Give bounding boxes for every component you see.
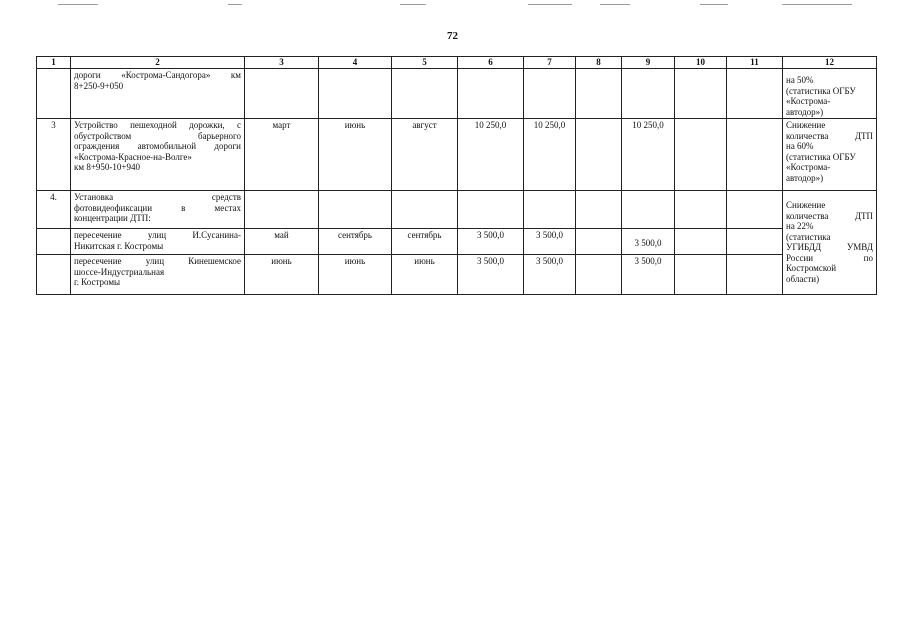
table-cell bbox=[675, 119, 727, 191]
table-cell bbox=[524, 69, 576, 119]
result-line: на 22% bbox=[786, 221, 814, 231]
description-cell bbox=[71, 69, 245, 119]
header-cell: 2 bbox=[71, 57, 245, 69]
start-month-cell: июнь bbox=[245, 255, 319, 295]
table-cell bbox=[576, 119, 622, 191]
table-row bbox=[37, 191, 877, 229]
table-cell bbox=[576, 191, 622, 229]
amount-cell: 3 500,0 bbox=[622, 255, 675, 295]
description-line: 8+250-9+050 bbox=[74, 80, 124, 91]
table-cell bbox=[727, 119, 783, 191]
result-line: (статистика bbox=[786, 231, 831, 242]
table-cell bbox=[576, 69, 622, 119]
description-line: Установка средств bbox=[74, 192, 241, 202]
row-number-cell bbox=[37, 69, 71, 119]
amount-cell: 3 500,0 bbox=[458, 255, 524, 295]
description-line: шоссе-Индустриальная bbox=[74, 266, 165, 277]
description-line: «Кострома-Красное-на-Волге» bbox=[74, 151, 192, 162]
header-cell: 1 bbox=[37, 57, 71, 69]
header-cell: 12 bbox=[783, 57, 877, 69]
amount-cell: 3 500,0 bbox=[622, 229, 675, 255]
description-line: пересечение улиц И.Сусанина- bbox=[74, 230, 241, 240]
month-cell: июнь bbox=[319, 119, 392, 191]
scan-mark bbox=[228, 4, 242, 5]
table-cell bbox=[622, 69, 675, 119]
result-line: автодор») bbox=[786, 106, 824, 117]
header-cell: 9 bbox=[622, 57, 675, 69]
amount-cell: 10 250,0 bbox=[458, 119, 524, 191]
table-cell bbox=[245, 191, 319, 229]
start-month-cell: март bbox=[245, 119, 319, 191]
table-cell bbox=[392, 69, 458, 119]
header-cell: 10 bbox=[675, 57, 727, 69]
description-line: Устройство пешеходной дорожки, с bbox=[74, 120, 241, 130]
scan-mark bbox=[782, 4, 852, 5]
end-month-cell: июнь bbox=[392, 255, 458, 295]
page-number: 72 bbox=[447, 30, 458, 42]
result-line: количества ДТП bbox=[786, 130, 873, 141]
start-month-cell: май bbox=[245, 229, 319, 255]
header-cell: 6 bbox=[458, 57, 524, 69]
description-line: г. Костромы bbox=[74, 277, 121, 287]
amount-cell: 10 250,0 bbox=[622, 119, 675, 191]
description-line: концентрации ДТП: bbox=[74, 213, 151, 223]
end-month-cell: август bbox=[392, 119, 458, 191]
result-line: области) bbox=[786, 273, 820, 284]
amount-cell: 3 500,0 bbox=[524, 255, 576, 295]
scan-mark bbox=[600, 4, 630, 5]
result-cell bbox=[783, 191, 877, 295]
row-number-cell bbox=[37, 255, 71, 295]
table-cell bbox=[392, 191, 458, 229]
table-row bbox=[37, 69, 877, 119]
table-cell bbox=[727, 229, 783, 255]
table-cell bbox=[622, 191, 675, 229]
document-table bbox=[36, 56, 877, 295]
row-number-cell: 3 bbox=[37, 119, 71, 191]
table-cell bbox=[245, 69, 319, 119]
month-cell: июнь bbox=[319, 255, 392, 295]
table-cell bbox=[675, 229, 727, 255]
result-line: количества ДТП bbox=[786, 210, 873, 221]
header-cell: 4 bbox=[319, 57, 392, 69]
table-cell bbox=[675, 255, 727, 295]
table-row bbox=[37, 255, 877, 295]
description-line: Никитская г. Костромы bbox=[74, 240, 164, 251]
description-cell bbox=[71, 255, 245, 295]
description-cell bbox=[71, 119, 245, 191]
table-header-row bbox=[37, 57, 877, 69]
description-line: обустройством барьерного bbox=[74, 130, 241, 141]
header-cell: 8 bbox=[576, 57, 622, 69]
table-cell bbox=[727, 69, 783, 119]
description-line: пересечение улиц Кинешемское bbox=[74, 256, 241, 266]
table-row bbox=[37, 119, 877, 191]
amount-cell: 3 500,0 bbox=[458, 229, 524, 255]
table-cell bbox=[319, 191, 392, 229]
result-cell bbox=[783, 69, 877, 119]
header-cell: 3 bbox=[245, 57, 319, 69]
description-cell bbox=[71, 191, 245, 229]
end-month-cell: сентябрь bbox=[392, 229, 458, 255]
table-row bbox=[37, 229, 877, 255]
description-cell bbox=[71, 229, 245, 255]
scan-mark bbox=[58, 4, 98, 5]
amount-cell: 10 250,0 bbox=[524, 119, 576, 191]
result-line: Костромской bbox=[786, 263, 837, 273]
header-cell: 5 bbox=[392, 57, 458, 69]
scan-mark bbox=[528, 4, 572, 5]
result-line: России по bbox=[786, 252, 873, 263]
table-cell bbox=[458, 191, 524, 229]
table-cell bbox=[319, 69, 392, 119]
header-cell: 11 bbox=[727, 57, 783, 69]
table-cell bbox=[675, 191, 727, 229]
result-line: «Кострома- bbox=[786, 162, 831, 172]
table-cell bbox=[576, 229, 622, 255]
row-number-cell bbox=[37, 229, 71, 255]
result-line: Снижение bbox=[786, 120, 826, 130]
description-line: км 8+950-10+940 bbox=[74, 162, 140, 172]
result-line: (статистика ОГБУ bbox=[786, 85, 856, 96]
result-line: на 50% bbox=[786, 75, 814, 85]
result-line: автодор») bbox=[786, 172, 824, 183]
table-cell bbox=[458, 69, 524, 119]
result-line: на 60% bbox=[786, 141, 814, 151]
table-cell bbox=[524, 191, 576, 229]
amount-cell: 3 500,0 bbox=[524, 229, 576, 255]
table-cell bbox=[576, 255, 622, 295]
header-cell: 7 bbox=[524, 57, 576, 69]
result-line: «Кострома- bbox=[786, 96, 831, 106]
result-line: (статистика ОГБУ bbox=[786, 151, 856, 162]
row-number-cell: 4. bbox=[37, 191, 71, 229]
month-cell: сентябрь bbox=[319, 229, 392, 255]
table-cell bbox=[727, 191, 783, 229]
description-line: ограждения автомобильной дороги bbox=[74, 141, 241, 151]
table-cell bbox=[675, 69, 727, 119]
table-cell bbox=[727, 255, 783, 295]
description-line: фотовидеофиксации в местах bbox=[74, 202, 241, 213]
result-line: УГИБДД УМВД bbox=[786, 242, 873, 252]
scan-mark bbox=[700, 4, 728, 5]
result-line: Снижение bbox=[786, 200, 826, 210]
description-line: дороги «Кострома-Сандогора» км bbox=[74, 70, 241, 80]
scan-mark bbox=[400, 4, 426, 5]
result-cell bbox=[783, 119, 877, 191]
